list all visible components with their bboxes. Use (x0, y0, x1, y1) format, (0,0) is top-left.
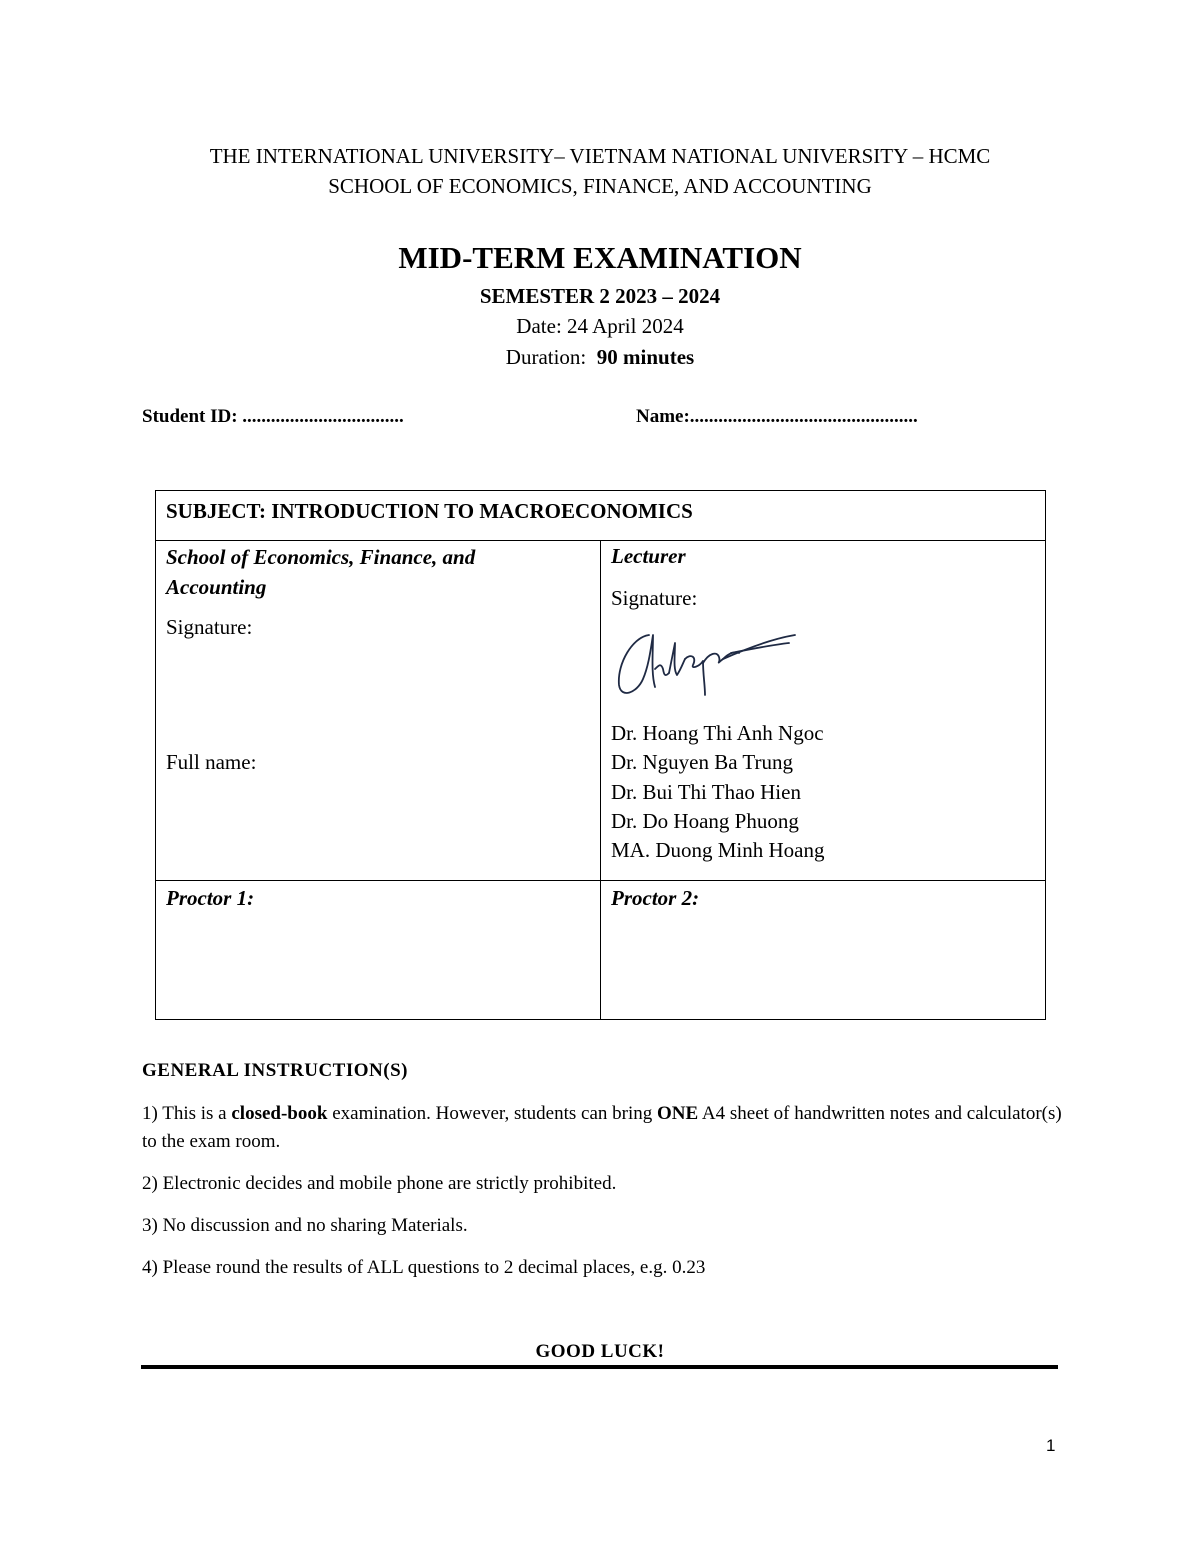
school-heading (166, 542, 475, 602)
lecturer-heading: Lecturer (611, 544, 686, 568)
instruction-2: 2) Electronic decides and mobile phone are strictly prohibited. (142, 1173, 617, 1194)
student-name-field[interactable]: Name:................................................ (636, 406, 918, 427)
instructions-heading: GENERAL INSTRUCTION(S) (142, 1060, 408, 1081)
good-luck: GOOD LUCK! (535, 1341, 665, 1362)
lecturer-name: Dr. Bui Thi Thao Hien (611, 779, 801, 804)
student-id-field[interactable]: Student ID: .................................. (142, 406, 404, 427)
lecturer-signature-label: Signature: (611, 586, 698, 610)
instruction-1-part-c: examination. However, students can bring (327, 1103, 657, 1124)
semester: SEMESTER 2 2023 – 2024 (479, 284, 721, 308)
instruction-1-part-e: A4 sheet of handwritten notes and calculator(s) to the exam room. (142, 1103, 1062, 1152)
instruction-3: 3) No discussion and no sharing Materials. (142, 1215, 468, 1236)
duration-label: Duration: (505, 345, 587, 369)
lecturer-name: MA. Duong Minh Hoang (611, 838, 825, 863)
instruction-1-closed-book: closed-book (231, 1103, 328, 1124)
school-signature-cell (156, 541, 601, 881)
exam-date: Date: 24 April 2024 (516, 314, 684, 338)
exam-info-table (155, 490, 1046, 1020)
exam-duration (0, 345, 1200, 370)
school-heading-line1: School of Economics, Finance, and (166, 545, 476, 569)
lecturer-signature (611, 623, 801, 703)
duration-value: 90 minutes (596, 345, 695, 369)
school-signature-label: Signature: (166, 615, 253, 639)
exam-title: MID-TERM EXAMINATION (398, 240, 802, 275)
lecturer-name: Dr. Do Hoang Phuong (611, 808, 799, 833)
school-title: SCHOOL OF ECONOMICS, FINANCE, AND ACCOUNTING (328, 174, 872, 198)
horizontal-rule (141, 1365, 1058, 1369)
instruction-1 (142, 1100, 1062, 1156)
school-heading-line2: Accounting (166, 575, 267, 599)
lecturer-cell (601, 541, 1046, 881)
instruction-1-part-a: 1) This is a (142, 1103, 232, 1124)
lecturer-name: Dr. Nguyen Ba Trung (611, 750, 794, 775)
page-number: 1 (1046, 1436, 1056, 1455)
proctor-1-cell: Proctor 1: (156, 881, 601, 1020)
full-name-label: Full name: (166, 750, 257, 774)
instruction-4: 4) Please round the results of ALL questions to 2 decimal places, e.g. 0.23 (142, 1257, 706, 1278)
lecturer-name: Dr. Hoang Thi Anh Ngoc (611, 721, 824, 745)
proctor-2-cell: Proctor 2: (601, 881, 1046, 1020)
lecturer-list (611, 719, 825, 865)
instruction-1-one: ONE (657, 1103, 699, 1124)
university-title: THE INTERNATIONAL UNIVERSITY– VIETNAM NATIONAL UNIVERSITY – HCMC (209, 144, 991, 168)
subject-cell: SUBJECT: INTRODUCTION TO MACROECONOMICS (156, 491, 1046, 541)
